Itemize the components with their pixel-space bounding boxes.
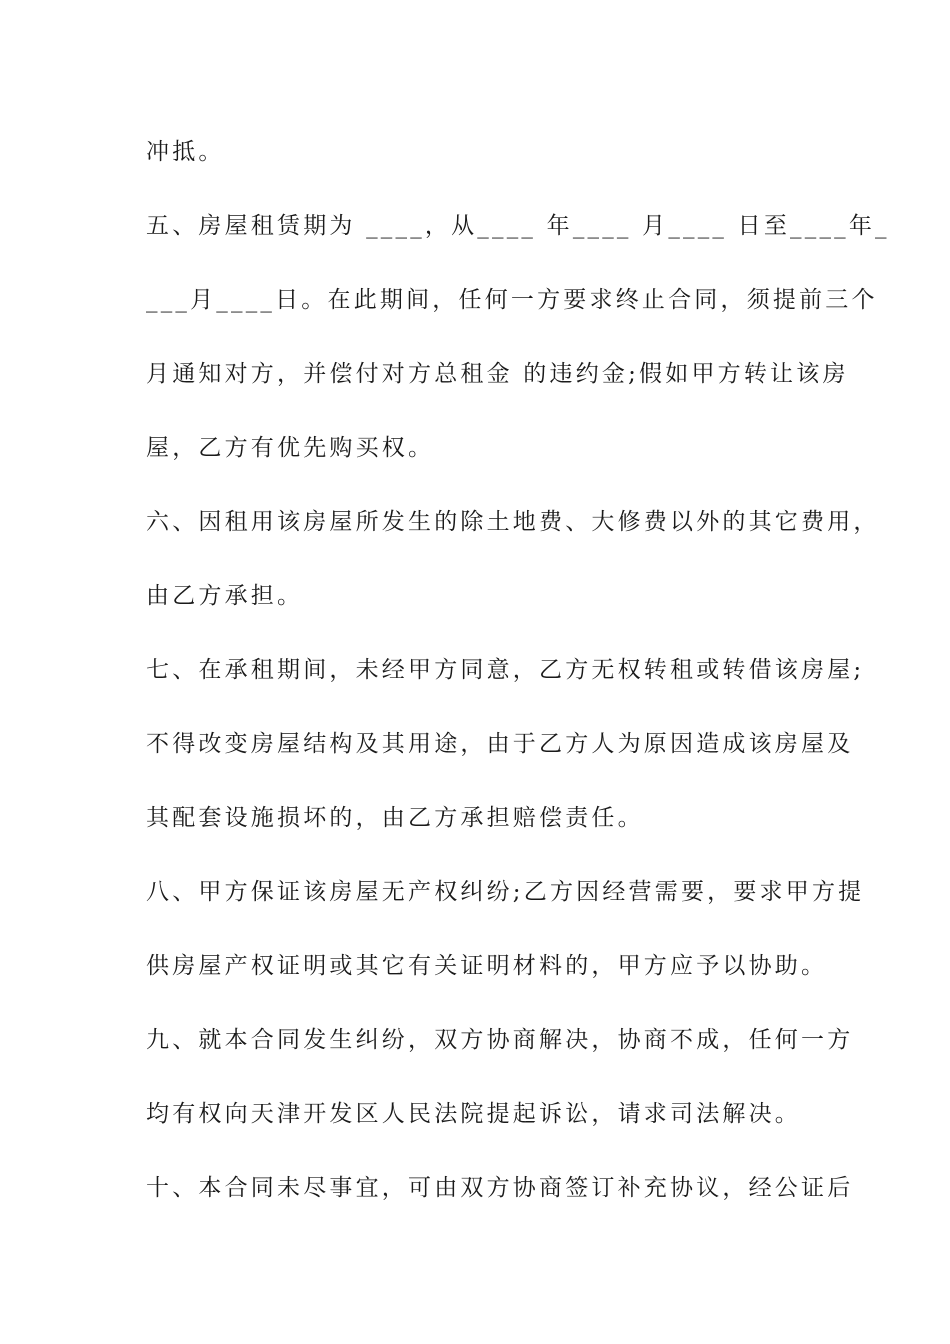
text-line: 均有权向天津开发区人民法院提起诉讼，请求司法解决。 (146, 1101, 801, 1127)
text-line: 六、因租用该房屋所发生的除土地费、大修费以外的其它费用， (146, 509, 880, 535)
text-line: 冲抵。 (146, 139, 225, 165)
text-line: ___月____日。在此期间，任何一方要求终止合同，须提前三个 (146, 287, 878, 313)
text-line: 七、在承租期间，未经甲方同意，乙方无权转租或转借该房屋; (146, 657, 865, 683)
text-line: 月通知对方，并偿付对方总租金 的违约金;假如甲方转让该房 (146, 361, 849, 387)
text-line: 不得改变房屋结构及其用途，由于乙方人为原因造成该房屋及 (146, 731, 854, 757)
text-line: 供房屋产权证明或其它有关证明材料的，甲方应予以协助。 (146, 953, 828, 979)
text-line: 十、本合同未尽事宜，可由双方协商签订补充协议，经公证后 (146, 1175, 854, 1201)
text-line: 五、房屋租赁期为 ____，从____ 年____ 月____ 日至____年_ (146, 213, 890, 239)
text-line: 其配套设施损坏的，由乙方承担赔偿责任。 (146, 805, 644, 831)
text-line: 由乙方承担。 (146, 583, 304, 609)
text-line: 八、甲方保证该房屋无产权纠纷;乙方因经营需要，要求甲方提 (146, 879, 865, 905)
text-line: 九、就本合同发生纠纷，双方协商解决，协商不成，任何一方 (146, 1027, 854, 1053)
text-line: 屋，乙方有优先购买权。 (146, 435, 435, 461)
